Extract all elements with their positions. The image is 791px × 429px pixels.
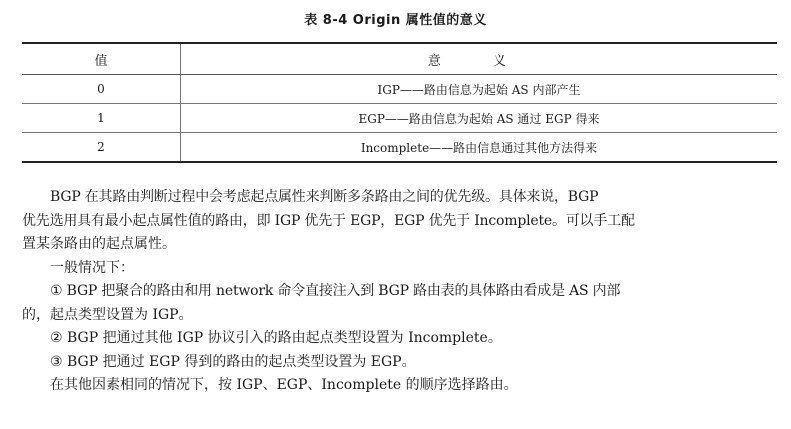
paragraph-line: 置某条路由的起点属性。 bbox=[22, 236, 176, 252]
paragraph-line: 在其他因素相同的情况下，按 IGP、EGP、Incomplete 的顺序选择路由。 bbox=[50, 377, 518, 393]
header-value: 值 bbox=[22, 43, 181, 75]
paragraph-line: 一般情况下： bbox=[50, 259, 134, 276]
list-item-line: ③ BGP 把通过 EGP 得到的路由的起点类型设置为 EGP。 bbox=[50, 353, 416, 370]
table-row bbox=[22, 75, 777, 104]
table-row bbox=[22, 104, 777, 133]
table-caption: 表 8-4 Origin 属性值的意义 bbox=[304, 13, 487, 28]
body-text bbox=[22, 186, 772, 398]
list-item-line: ① BGP 把聚合的路由和用 network 命令直接注入到 BGP 路由表的具体路由看成是 AS 内部 bbox=[50, 283, 621, 299]
row-value: 1 bbox=[22, 104, 181, 133]
header-meaning-label: 意 义 bbox=[427, 53, 531, 69]
table-row bbox=[22, 133, 777, 163]
list-item-line: ② BGP 把通过其他 IGP 协议引入的路由起点类型设置为 Incomplete。 bbox=[50, 330, 502, 346]
header-meaning bbox=[181, 43, 778, 75]
origin-attribute-table bbox=[22, 42, 777, 163]
table-header-row bbox=[22, 43, 777, 75]
row-meaning: IGP——路由信息为起始 AS 内部产生 bbox=[181, 75, 778, 104]
row-value: 0 bbox=[22, 75, 181, 104]
row-value: 2 bbox=[22, 133, 181, 163]
row-meaning: Incomplete——路由信息通过其他方法得来 bbox=[181, 133, 778, 163]
row-meaning: EGP——路由信息为起始 AS 通过 EGP 得来 bbox=[181, 104, 778, 133]
paragraph-line: 优先选用具有最小起点属性值的路由，即 IGP 优先于 EGP，EGP 优先于 Incomplete。可以手工配 bbox=[22, 212, 635, 229]
list-item-line: 的，起点类型设置为 IGP。 bbox=[22, 306, 193, 323]
paragraph-line: BGP 在其路由判断过程中会考虑起点属性来判断多条路由之间的优先级。具体来说，BGP bbox=[50, 189, 599, 205]
